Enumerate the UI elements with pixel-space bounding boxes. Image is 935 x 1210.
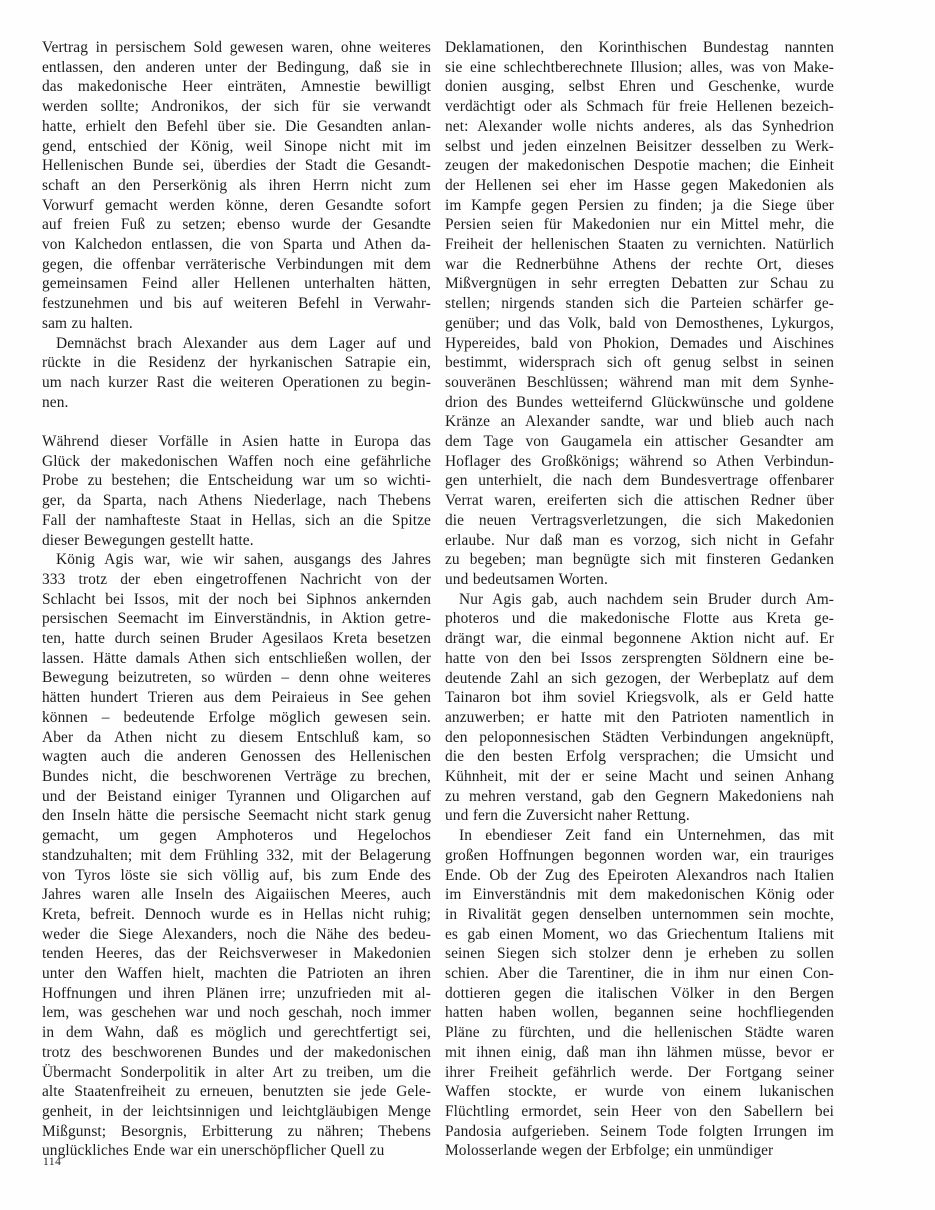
- text-line: und fern die Zuversicht naher Rettung.: [445, 807, 690, 825]
- text-line: selbst und jeden einzelnen Beisitzer desselben zu Werk-: [445, 137, 834, 155]
- text-line: Deklamationen, den Korinthischen Bundestag nannten: [445, 39, 834, 56]
- text-line: Mißvergnügen in sehr erregten Debatten zur Schau zu: [445, 275, 834, 293]
- text-line: Hoflager des Großkönigs; während so Athen Verbindun-: [445, 452, 834, 470]
- text-line: Kreta, befreit. Dennoch wurde es in Hellas nicht ruhig;: [42, 905, 431, 923]
- text-line: mit ihnen einig, daß man ihn lähmen müsse, bevor er: [445, 1043, 834, 1061]
- text-line: in dem Wahn, daß es möglich und gerechtfertigt sei,: [42, 1024, 431, 1042]
- text-column-right: [445, 38, 834, 1161]
- text-line: Mißgunst; Besorgnis, Erbitterung zu nähren; Thebens: [42, 1122, 431, 1140]
- text-line: Schlacht bei Issos, mit der noch bei Siphnos ankernden: [42, 590, 431, 608]
- text-line: dottieren gegen die italischen Völker in den Bergen: [445, 984, 834, 1002]
- text-line: schien. Aber die Tarentiner, die in ihm nur einen Con-: [445, 965, 834, 983]
- text-line: hatte, erhielt den Befehl über sie. Die Gesandten anlan-: [42, 117, 431, 135]
- text-line: ten, hatte durch seinen Bruder Agesilaos Kreta besetzen: [42, 630, 431, 648]
- text-line: es gab einen Moment, wo das Griechentum Italiens mit: [445, 925, 834, 943]
- text-line: Vertrag in persischem Sold gewesen waren, ohne weiteres: [42, 39, 431, 56]
- text-line: gen unterhielt, die nach dem Bundesvertrage offenbarer: [445, 472, 834, 490]
- text-line: der Hellenen sei eher im Hasse gegen Makedonien als: [445, 176, 834, 194]
- text-line: Kühnheit, mit der er seine Macht und seinen Anhang: [445, 768, 834, 786]
- paragraph: [445, 590, 834, 826]
- text-line: hatten haben wollen, begannen seine hochfliegenden: [445, 1004, 834, 1022]
- text-line: trotz des beschworenen Bundes und der makedonischen: [42, 1043, 431, 1061]
- text-line: ihrer Freiheit gefährlich werde. Der Fortgang seiner: [445, 1063, 834, 1081]
- text-line: Demnächst brach Alexander aus dem Lager auf und: [56, 334, 431, 352]
- text-line: erlaube. Nur daß man es vorzog, sich nicht in Gefahr: [445, 531, 834, 549]
- text-line: gemacht, um gegen Amphoteros und Hegelochos: [42, 827, 431, 845]
- text-line: In ebendieser Zeit fand ein Unternehmen, das mit: [459, 827, 834, 845]
- text-line: Bundes nicht, die beschworenen Verträge zu brechen,: [42, 768, 431, 785]
- text-line: in Rivalität gegen denselben unternommen sein mochte,: [445, 905, 834, 923]
- paragraph: [445, 38, 834, 590]
- text-line: großen Hoffnungen begonnen worden war, ein trauriges: [445, 846, 834, 864]
- text-line: im Einverständnis mit dem makedonischen König oder: [445, 886, 834, 904]
- text-line: Pandosia aufgerieben. Seinem Tode folgten Irrungen im: [445, 1122, 834, 1140]
- text-line: und bedeutsamen Worten.: [445, 570, 608, 588]
- text-line: das makedonische Heer einträten, Amnestie bewilligt: [42, 78, 431, 96]
- text-line: seinen Siegen sich stolzer denn je erheben zu sollen: [445, 945, 834, 963]
- text-line: Kränze an Alexander sandte, war und blieb auch nach: [445, 413, 834, 431]
- text-line: hatte von den bei Issos zersprengten Söldnern eine be-: [445, 649, 834, 667]
- text-line: souveränen Beschlüssen; während man mit dem Synhe-: [445, 373, 834, 391]
- text-line: nen.: [42, 393, 69, 411]
- text-line: schaft an den Perserkönig als ihren Herrn nicht zum: [42, 176, 431, 194]
- text-line: sam zu halten.: [42, 314, 133, 332]
- text-line: im Kampfe gegen Persien zu finden; ja die Siege über: [445, 196, 834, 214]
- paragraph: [42, 550, 431, 1161]
- paragraph: [445, 826, 834, 1161]
- text-line: deutende Zahl an sich gezogen, der Werbeplatz auf dem: [445, 669, 834, 687]
- text-line: alte Staatenfreiheit zu erneuen, benutzten sie jede Gele-: [42, 1083, 431, 1101]
- text-line: Pläne zu fürchten, und die hellenischen Städte waren: [445, 1024, 834, 1042]
- text-line: genüber; und das Volk, bald von Demosthenes, Lykurgos,: [445, 314, 834, 332]
- text-line: verdächtigt oder als Schmach für freie Hellenen bezeich-: [445, 98, 834, 116]
- text-line: zu begeben; man begnügte sich mit finsteren Gedanken: [445, 551, 834, 569]
- text-line: anzuwerben; er hatte mit den Patrioten namentlich in: [445, 708, 834, 726]
- text-line: von Kalchedon entlassen, die von Sparta und Athen da-: [42, 236, 431, 254]
- text-line: den peloponnesischen Städten Verbindungen angeknüpft,: [445, 728, 834, 746]
- text-line: rückte in die Residenz der hyrkanischen Satrapie ein,: [42, 354, 431, 372]
- text-line: sie eine schlechtberechnete Illusion; alles, was von Make-: [445, 58, 834, 76]
- text-line: drion des Bundes wetteifernd Glückwünsche und goldene: [445, 393, 834, 411]
- text-line: Hellenischen Bunde sei, überdies der Stadt die Gesandt-: [42, 157, 431, 175]
- text-line: Molosserlande wegen der Erbfolge; ein unmündiger: [445, 1142, 774, 1160]
- text-line: genheit, in der leichtsinnigen und leichtgläubigen Menge: [42, 1102, 431, 1120]
- text-line: net: Alexander wolle nichts anderes, als das Synhedrion: [445, 117, 834, 135]
- text-line: Verrat waren, ereiferten sich die attischen Redner über: [445, 492, 834, 510]
- text-line: Flüchtling ermordet, sein Heer von den Sabellern bei: [445, 1102, 834, 1120]
- text-line: Übermacht Sonderpolitik in alter Art zu treiben, um die: [42, 1063, 431, 1081]
- two-column-text-block: [42, 38, 834, 1161]
- text-line: den Inseln hätte die persische Seemacht nicht stark genug: [42, 807, 431, 825]
- text-line: Tainaron bot ihm soviel Kriegsvolk, als er Geld hatte: [445, 689, 834, 707]
- text-line: gend, entschied der König, weil Sinope nicht mit im: [42, 137, 431, 155]
- text-column-left: [42, 38, 431, 1161]
- text-line: gemeinsamen Feind aller Hellenen unterhalten hätten,: [42, 275, 431, 293]
- paragraph: [42, 432, 431, 550]
- text-line: photeros und die makedonische Flotte aus Kreta ge-: [445, 610, 834, 628]
- text-line: Nur Agis gab, auch nachdem sein Bruder durch Am-: [459, 590, 834, 608]
- text-line: zeugen der makedonischen Despotie machen; die Einheit: [445, 157, 834, 175]
- text-line: um nach kurzer Rast die weiteren Operationen zu begin-: [42, 373, 431, 391]
- text-line: können – bedeutende Erfolge möglich gewesen sein.: [42, 708, 431, 726]
- text-line: Hypereides, bald von Phokion, Demades und Aischines: [445, 334, 834, 352]
- text-line: hätten hundert Trieren aus dem Peiraieus in See gehen: [42, 689, 431, 707]
- text-line: und der Beistand einiger Tyrannen und Oligarchen auf: [42, 787, 431, 805]
- text-line: Freiheit der hellenischen Staaten zu vernichten. Natürlich: [445, 236, 834, 254]
- text-line: die den besten Erfolg versprachen; die Umsicht und: [445, 748, 834, 766]
- text-line: 333 trotz der eben eingetroffenen Nachricht von der: [42, 570, 431, 588]
- page-number: 114: [43, 1156, 62, 1168]
- paragraph: [42, 334, 431, 413]
- text-line: von Tyros löste sie sich völlig auf, bis zum Ende des: [42, 866, 431, 884]
- text-line: Probe zu bestehen; die Entscheidung war um so wichti-: [42, 472, 431, 490]
- text-line: Ende. Ob der Zug des Epeiroten Alexandros nach Italien: [445, 866, 834, 884]
- text-line: standzuhalten; mit dem Frühling 332, mit der Belagerung: [42, 846, 431, 864]
- text-line: zu mehren verstand, gab den Gegnern Makedoniens nah: [445, 787, 834, 805]
- text-line: Hoffnungen und ihren Plänen irre; unzufrieden mit al-: [42, 984, 431, 1002]
- text-line: Glück der makedonischen Waffen noch eine gefährliche: [42, 452, 431, 470]
- text-line: persischen Seemacht im Einverständnis, in Aktion getre-: [42, 610, 431, 628]
- text-line: tenden Heeres, das der Reichsverweser in Makedonien: [42, 945, 431, 963]
- text-line: bestimmt, widersprach sich oft genug selbst in seinen: [445, 354, 834, 372]
- text-line: Jahres waren alle Inseln des Aigaiischen Meeres, auch: [42, 886, 431, 904]
- text-line: werden sollte; Andronikos, der sich für sie verwandt: [42, 98, 431, 116]
- text-line: Fall der namhafteste Staat in Hellas, sich an die Spitze: [42, 511, 431, 529]
- text-line: König Agis war, wie wir sahen, ausgangs des Jahres: [56, 551, 431, 569]
- text-line: Während dieser Vorfälle in Asien hatte in Europa das: [42, 433, 431, 451]
- text-line: donien ausging, selbst Ehren und Geschenke, wurde: [445, 78, 834, 96]
- text-line: Bewegung beizutreten, so würden – denn ohne weiteres: [42, 669, 431, 687]
- text-line: dieser Bewegungen gestellt hatte.: [42, 531, 254, 549]
- text-line: festzunehmen und bis auf weiteren Befehl in Verwahr-: [42, 295, 431, 313]
- text-line: lem, was geschehen war und noch geschah, noch immer: [42, 1004, 431, 1022]
- text-line: unter den Waffen hielt, machten die Patrioten an ihren: [42, 965, 431, 983]
- text-line: Persien seien für Makedonien nur ein Mittel mehr, die: [445, 216, 834, 234]
- text-line: auf freien Fuß zu setzen; ebenso wurde der Gesandte: [42, 216, 431, 234]
- text-line: unglückliches Ende war ein unerschöpflicher Quell zu: [42, 1142, 385, 1160]
- text-line: drängt war, die einmal begonnene Aktion nicht auf. Er: [445, 630, 834, 648]
- text-line: entlassen, den anderen unter der Bedingung, daß sie in: [42, 58, 431, 76]
- text-line: lassen. Hätte damals Athen sich entschließen wollen, der: [42, 649, 431, 667]
- text-line: wagten auch die anderen Genossen des Hellenischen: [42, 748, 431, 766]
- text-line: Aber da Athen nicht zu diesem Entschluß kam, so: [42, 728, 431, 746]
- text-line: ger, da Sparta, nach Athens Niederlage, nach Thebens: [42, 492, 431, 510]
- text-line: dem Tage von Gaugamela ein attischer Gesandter am: [445, 433, 834, 451]
- text-line: stellen; nirgends standen sich die Parteien schärfer ge-: [445, 295, 834, 313]
- text-line: die neuen Vertragsverletzungen, die sich Makedonien: [445, 511, 834, 529]
- text-line: Waffen stockte, er wurde von einem lukanischen: [445, 1083, 834, 1101]
- text-line: gegen, die offenbar verräterische Verbindungen mit dem: [42, 255, 431, 273]
- text-line: weder die Siege Alexanders, noch die Nähe des bedeu-: [42, 925, 431, 943]
- text-line: Vorwurf gemacht werden könne, deren Gesandte sofort: [42, 196, 431, 214]
- text-line: war die Rednerbühne Athens der rechte Ort, dieses: [445, 255, 834, 273]
- paragraph: [42, 38, 431, 334]
